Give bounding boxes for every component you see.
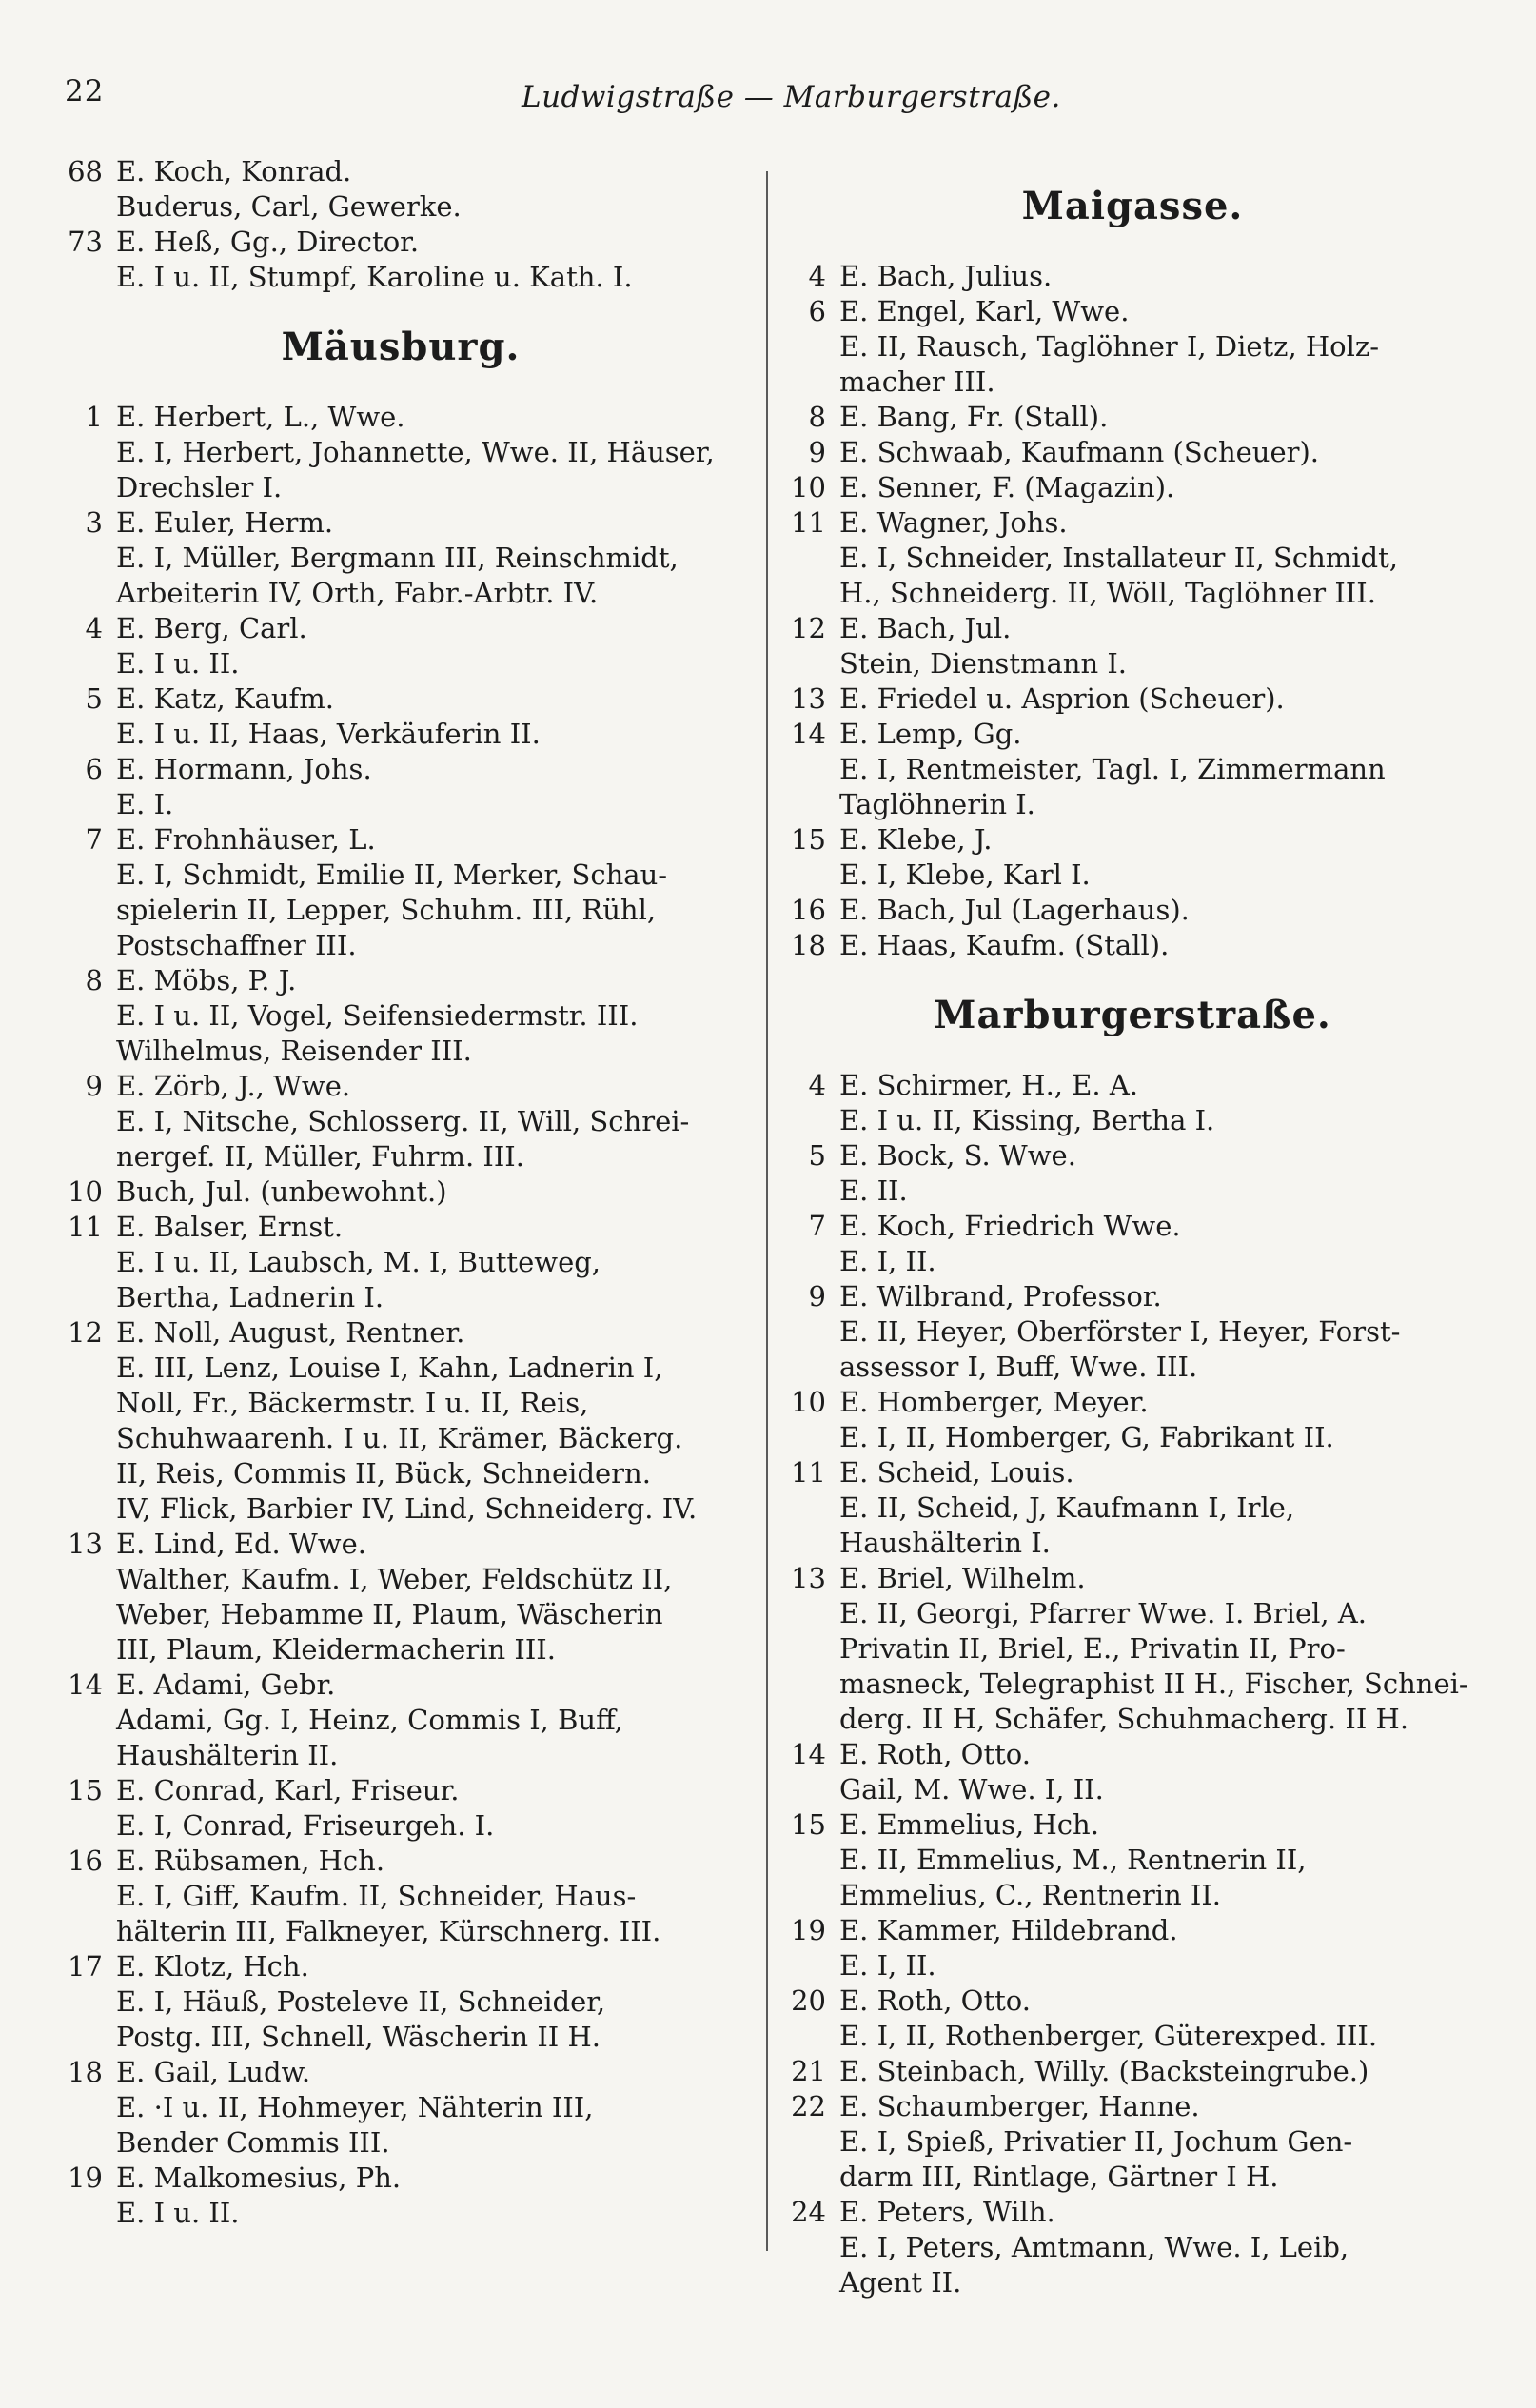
entry-text: E. Balser, Ernst. (116, 1211, 344, 1243)
directory-entry-line (57, 1773, 744, 1808)
directory-entry-line (57, 1491, 744, 1527)
house-number: 17 (68, 1950, 103, 1983)
entry-text: E. Bach, Jul (Lagerhaus). (839, 894, 1190, 926)
entry-text: E. Schaumberger, Hanne. (839, 2090, 1200, 2122)
entry-text: hälterin III, Falkneyer, Kürschnerg. III. (116, 1915, 661, 1947)
directory-entry-line (57, 470, 744, 505)
entry-text: E. Lind, Ed. Wwe. (116, 1528, 366, 1560)
entry-text: nergef. II, Müller, Fuhrm. III. (116, 1140, 524, 1173)
house-number: 8 (85, 964, 103, 997)
directory-entry-line (57, 928, 744, 963)
directory-entry-line (57, 1351, 744, 1386)
entry-text: E. Koch, Konrad. (116, 155, 352, 188)
entry-text: E. Briel, Wilhelm. (839, 1562, 1086, 1594)
directory-entry-line (780, 435, 1485, 470)
entry-text: E. I, Schneider, Installateur II, Schmidt, (839, 542, 1398, 574)
directory-entry-line (57, 1738, 744, 1773)
entry-text: E. Hormann, Johs. (116, 753, 372, 785)
entry-text: Gail, M. Wwe. I, II. (839, 1773, 1104, 1806)
directory-entry-line (57, 189, 744, 225)
house-number: 12 (791, 612, 826, 644)
directory-entry-line (57, 998, 744, 1034)
house-number: 68 (68, 155, 103, 188)
directory-entry-line (780, 717, 1485, 752)
entry-text: Buderus, Carl, Gewerke. (116, 190, 462, 223)
directory-entry-line (780, 1279, 1485, 1314)
directory-entry-line (57, 1280, 744, 1315)
entry-text: E. I, Häuß, Posteleve II, Schneider, (116, 1985, 606, 2018)
directory-entry-line (780, 1913, 1485, 1948)
entry-text: E. Peters, Wilh. (839, 2196, 1055, 2228)
directory-entry-line (57, 1034, 744, 1069)
entry-text: E. Zörb, J., Wwe. (116, 1070, 351, 1102)
directory-entry-line (57, 400, 744, 435)
entry-text: E. Herbert, L., Wwe. (116, 401, 405, 433)
directory-entry-line (780, 646, 1485, 681)
directory-entry-line (780, 893, 1485, 928)
directory-entry-line (780, 1948, 1485, 1984)
running-head: Ludwigstraße — Marburgerstraße. (522, 80, 1061, 114)
entry-text: assessor I, Buff, Wwe. III. (839, 1351, 1198, 1383)
entry-text: Emmelius, C., Rentnerin II. (839, 1879, 1222, 1911)
directory-entry-line (780, 1385, 1485, 1420)
directory-entry-line (57, 541, 744, 576)
directory-entry-line (780, 470, 1485, 505)
directory-entry-line (57, 2055, 744, 2090)
house-number: 11 (791, 506, 826, 539)
entry-text: E. Rübsamen, Hch. (116, 1845, 385, 1877)
entry-text: E. Lemp, Gg. (839, 718, 1022, 750)
house-number: 5 (85, 682, 103, 715)
entry-text: E. Steinbach, Willy. (Backsteingrube.) (839, 2055, 1369, 2087)
directory-entry-line (780, 1455, 1485, 1490)
house-number: 14 (791, 718, 826, 750)
directory-entry-line (780, 1772, 1485, 1807)
page-number: 22 (65, 74, 105, 109)
directory-entry-line (780, 1103, 1485, 1138)
directory-entry-line (780, 1984, 1485, 2019)
directory-entry-line (57, 1597, 744, 1632)
house-number: 13 (791, 1562, 826, 1594)
house-number: 18 (68, 2056, 103, 2088)
directory-entry-line (780, 576, 1485, 611)
entry-text: E. I, II, Homberger, G, Fabrikant II. (839, 1421, 1334, 1453)
entry-text: II, Reis, Commis II, Bück, Schneidern. (116, 1457, 651, 1490)
entry-text: E. I. (116, 788, 174, 820)
entry-text: E. I, Conrad, Friseurgeh. I. (116, 1809, 495, 1842)
directory-entry-line (57, 963, 744, 998)
entry-text: E. I, Peters, Amtmann, Wwe. I, Leib, (839, 2231, 1349, 2263)
entry-text: E. II, Emmelius, M., Rentnerin II, (839, 1844, 1307, 1876)
entry-text: Stein, Dienstmann I. (839, 647, 1128, 680)
directory-entry-line (780, 365, 1485, 400)
section-heading: Mäusburg. (281, 325, 521, 369)
directory-entry-line (780, 294, 1485, 329)
directory-entry-line (57, 2161, 744, 2196)
entry-text: IV, Flick, Barbier IV, Lind, Schneiderg. IV. (116, 1492, 698, 1525)
entry-text: spielerin II, Lepper, Schuhm. III, Rühl, (116, 894, 657, 926)
directory-entry-line (780, 1068, 1485, 1103)
entry-text: E. I, Rentmeister, Tagl. I, Zimmermann (839, 753, 1386, 785)
entry-text: E. I u. II. (116, 647, 240, 680)
house-number: 73 (68, 226, 103, 258)
entry-text: E. Adami, Gebr. (116, 1668, 336, 1701)
entry-text: E. I, II, Rothenberger, Güterexped. III. (839, 2020, 1378, 2052)
house-number: 19 (791, 1914, 826, 1946)
directory-entry-line (780, 1561, 1485, 1596)
house-number: 11 (791, 1456, 826, 1489)
directory-entry-line (57, 646, 744, 681)
entry-text: Bender Commis III. (116, 2126, 390, 2159)
entry-text: E. II. (839, 1174, 908, 1207)
directory-entry-line (780, 787, 1485, 822)
house-number: 3 (85, 506, 103, 539)
column-rule (766, 171, 768, 2251)
entry-text: macher III. (839, 365, 995, 398)
directory-entry-line (780, 1807, 1485, 1843)
directory-entry-line (780, 1244, 1485, 1279)
entry-text: E. Conrad, Karl, Friseur. (116, 1774, 460, 1806)
directory-entry-line (780, 1737, 1485, 1772)
entry-text: Agent II. (839, 2266, 962, 2299)
entry-text: E. I u. II, Stumpf, Karoline u. Kath. I. (116, 261, 633, 293)
directory-entry-line (57, 1421, 744, 1456)
directory-entry-line (780, 1878, 1485, 1913)
directory-entry-line (780, 259, 1485, 294)
directory-entry-line (57, 1069, 744, 1104)
directory-entry-line (780, 1702, 1485, 1737)
directory-entry-line (57, 1315, 744, 1351)
directory-entry-line (780, 1490, 1485, 1526)
entry-text: E. Bach, Jul. (839, 612, 1012, 644)
entry-text: Wilhelmus, Reisender III. (116, 1035, 472, 1067)
directory-entry-line (780, 541, 1485, 576)
directory-entry-line (57, 1139, 744, 1174)
entry-text: E. I, Nitsche, Schlosserg. II, Will, Schrei- (116, 1105, 690, 1137)
entry-text: Schuhwaarenh. I u. II, Krämer, Bäckerg. (116, 1422, 683, 1454)
directory-entry-line (780, 2195, 1485, 2230)
directory-entry-line (780, 1314, 1485, 1350)
house-number: 14 (791, 1738, 826, 1770)
house-number: 4 (808, 1069, 826, 1101)
directory-entry-line (57, 260, 744, 295)
entry-text: E. Koch, Friedrich Wwe. (839, 1210, 1181, 1242)
entry-text: E. Senner, F. (Magazin). (839, 471, 1175, 503)
house-number: 7 (85, 823, 103, 856)
house-number: 13 (68, 1528, 103, 1560)
directory-entry-line (780, 1350, 1485, 1385)
house-number: 20 (791, 1984, 826, 2017)
directory-entry-line (780, 681, 1485, 717)
directory-entry-line (57, 1245, 744, 1280)
directory-entry-line (57, 822, 744, 858)
entry-text: E. I, Klebe, Karl I. (839, 859, 1091, 891)
directory-entry-line (57, 1632, 744, 1668)
directory-entry-line (780, 2265, 1485, 2300)
directory-entry-line (57, 2020, 744, 2055)
entry-text: E. I u. II, Vogel, Seifensiedermstr. III. (116, 999, 639, 1032)
directory-entry-line (57, 1104, 744, 1139)
directory-entry-line (57, 858, 744, 893)
entry-text: Haushälterin I. (839, 1527, 1051, 1559)
directory-entry-line (57, 1879, 744, 1914)
directory-entry-line (780, 2089, 1485, 2124)
directory-entry-line (57, 2196, 744, 2231)
entry-text: E. II, Heyer, Oberförster I, Heyer, Forst- (839, 1315, 1401, 1348)
directory-entry-line (57, 435, 744, 470)
entry-text: E. Euler, Herm. (116, 506, 334, 539)
house-number: 19 (68, 2161, 103, 2194)
entry-text: E. Friedel u. Asprion (Scheuer). (839, 682, 1285, 715)
directory-entry-line (780, 329, 1485, 365)
entry-text: E. ·I u. II, Hohmeyer, Nähterin III, (116, 2091, 594, 2123)
directory-entry-line (780, 928, 1485, 963)
directory-entry-line (780, 2124, 1485, 2160)
directory-entry-line (780, 1174, 1485, 1209)
entry-text: Taglöhnerin I. (839, 788, 1035, 820)
directory-entry-line (780, 1138, 1485, 1174)
right-column (780, 154, 1485, 2300)
entry-text: E. Frohnhäuser, L. (116, 823, 376, 856)
directory-entry-line (57, 1210, 744, 1245)
entry-text: E. Engel, Karl, Wwe. (839, 295, 1130, 327)
house-number: 8 (808, 401, 826, 433)
directory-entry-line (57, 2090, 744, 2125)
directory-entry-line (57, 1949, 744, 1984)
entry-text: E. Katz, Kaufm. (116, 682, 335, 715)
house-number: 10 (68, 1175, 103, 1208)
house-number: 14 (68, 1668, 103, 1701)
house-number: 15 (68, 1774, 103, 1806)
entry-text: E. Möbs, P. J. (116, 964, 297, 997)
directory-entry-line (57, 154, 744, 189)
house-number: 24 (791, 2196, 826, 2228)
entry-text: E. Klotz, Hch. (116, 1950, 309, 1983)
directory-entry-line (57, 1703, 744, 1738)
entry-text: Privatin II, Briel, E., Privatin II, Pro- (839, 1632, 1346, 1665)
entry-text: E. Heß, Gg., Director. (116, 226, 420, 258)
entry-text: E. II, Scheid, J, Kaufmann I, Irle, (839, 1491, 1295, 1524)
directory-entry-line (57, 2125, 744, 2161)
entry-text: E. Emmelius, Hch. (839, 1808, 1099, 1841)
house-number: 16 (68, 1845, 103, 1877)
directory-entry-line (780, 2054, 1485, 2089)
entry-text: E. I, Giff, Kaufm. II, Schneider, Haus- (116, 1880, 637, 1912)
entry-text: Postschaffner III. (116, 929, 357, 961)
section-heading: Marburgerstraße. (934, 993, 1331, 1037)
entry-text: Arbeiterin IV, Orth, Fabr.-Arbtr. IV. (116, 577, 599, 609)
directory-entry-line (57, 1386, 744, 1421)
house-number: 4 (808, 260, 826, 292)
directory-entry-line (57, 1844, 744, 1879)
entry-text: E. Wagner, Johs. (839, 506, 1068, 539)
directory-entry-line (57, 1914, 744, 1949)
house-number: 11 (68, 1211, 103, 1243)
entry-text: E. Gail, Ludw. (116, 2056, 311, 2088)
entry-text: E. Roth, Otto. (839, 1738, 1031, 1770)
house-number: 15 (791, 823, 826, 856)
house-number: 13 (791, 682, 826, 715)
directory-entry-line (57, 752, 744, 787)
directory-entry-line (780, 611, 1485, 646)
house-number: 15 (791, 1808, 826, 1841)
directory-entry-line (57, 611, 744, 646)
house-number: 5 (808, 1139, 826, 1172)
entry-text: E. I, Herbert, Johannette, Wwe. II, Häuser, (116, 436, 715, 468)
directory-entry-line (57, 1808, 744, 1844)
entry-text: E. Schwaab, Kaufmann (Scheuer). (839, 436, 1320, 468)
house-number: 22 (791, 2090, 826, 2122)
entry-text: E. Scheid, Louis. (839, 1456, 1074, 1489)
entry-text: E. Schirmer, H., E. A. (839, 1069, 1139, 1101)
house-number: 10 (791, 1386, 826, 1418)
entry-text: Walther, Kaufm. I, Weber, Feldschütz II, (116, 1563, 673, 1595)
entry-text: darm III, Rintlage, Gärtner I H. (839, 2161, 1279, 2193)
entry-text: Haushälterin II. (116, 1739, 339, 1771)
entry-text: E. Homberger, Meyer. (839, 1386, 1149, 1418)
directory-entry-line (780, 400, 1485, 435)
directory-entry-line (57, 681, 744, 717)
house-number: 12 (68, 1316, 103, 1349)
entry-text: E. Kammer, Hildebrand. (839, 1914, 1178, 1946)
house-number: 9 (808, 436, 826, 468)
directory-entry-line (780, 1526, 1485, 1561)
directory-entry-line (780, 2230, 1485, 2265)
directory-entry-line (57, 225, 744, 260)
entry-text: E. Berg, Carl. (116, 612, 307, 644)
entry-text: E. I u. II, Laubsch, M. I, Butteweg, (116, 1246, 601, 1278)
directory-entry-line (780, 1667, 1485, 1702)
entry-text: Noll, Fr., Bäckermstr. I u. II, Reis, (116, 1387, 589, 1419)
directory-entry-line (780, 1596, 1485, 1631)
directory-entry-line (780, 752, 1485, 787)
house-number: 6 (85, 753, 103, 785)
directory-entry-line (780, 1420, 1485, 1455)
directory-entry-line (780, 1631, 1485, 1667)
directory-entry-line (57, 505, 744, 541)
entry-text: Drechsler I. (116, 471, 283, 503)
entry-text: E. I u. II, Haas, Verkäuferin II. (116, 718, 541, 750)
directory-entry-line (57, 893, 744, 928)
directory-entry-line (780, 822, 1485, 858)
entry-text: E. II, Rausch, Taglöhner I, Dietz, Holz- (839, 330, 1379, 363)
entry-text: E. I u. II. (116, 2197, 240, 2229)
directory-entry-line (780, 505, 1485, 541)
entry-text: Bertha, Ladnerin I. (116, 1281, 384, 1313)
entry-text: E. Bang, Fr. (Stall). (839, 401, 1109, 433)
house-number: 18 (791, 929, 826, 961)
entry-text: E. Noll, August, Rentner. (116, 1316, 465, 1349)
house-number: 6 (808, 295, 826, 327)
entry-text: Weber, Hebamme II, Plaum, Wäscherin (116, 1598, 663, 1630)
house-number: 9 (85, 1070, 103, 1102)
entry-text: E. Klebe, J. (839, 823, 993, 856)
entry-text: E. I, Schmidt, Emilie II, Merker, Schau- (116, 859, 668, 891)
directory-entry-line (57, 787, 744, 822)
directory-entry-line (57, 1984, 744, 2020)
entry-text: E. I, Spieß, Privatier II, Jochum Gen- (839, 2125, 1353, 2158)
entry-text: E. II, Georgi, Pfarrer Wwe. I. Briel, A. (839, 1597, 1367, 1629)
house-number: 7 (808, 1210, 826, 1242)
entry-text: H., Schneiderg. II, Wöll, Taglöhner III. (839, 577, 1376, 609)
entry-text: E. I, Müller, Bergmann III, Reinschmidt, (116, 542, 679, 574)
entry-text: E. III, Lenz, Louise I, Kahn, Ladnerin I, (116, 1352, 663, 1384)
entry-text: E. Bock, S. Wwe. (839, 1139, 1076, 1172)
section-heading: Maigasse. (1021, 184, 1244, 228)
entry-text: Buch, Jul. (unbewohnt.) (116, 1175, 447, 1208)
directory-entry-line (57, 717, 744, 752)
house-number: 1 (85, 401, 103, 433)
directory-entry-line (57, 1562, 744, 1597)
entry-text: E. I, II. (839, 1949, 936, 1982)
directory-entry-line (57, 576, 744, 611)
directory-entry-line (780, 2160, 1485, 2195)
left-column (57, 154, 744, 2231)
entry-text: III, Plaum, Kleidermacherin III. (116, 1633, 556, 1666)
entry-text: derg. II H, Schäfer, Schuhmacherg. II H. (839, 1703, 1409, 1735)
directory-entry-line (780, 1209, 1485, 1244)
directory-entry-line (780, 858, 1485, 893)
directory-entry-line (57, 1527, 744, 1562)
entry-text: Adami, Gg. I, Heinz, Commis I, Buff, (116, 1704, 623, 1736)
entry-text: E. Bach, Julius. (839, 260, 1053, 292)
house-number: 9 (808, 1280, 826, 1313)
entry-text: E. Wilbrand, Professor. (839, 1280, 1162, 1313)
house-number: 10 (791, 471, 826, 503)
entry-text: E. I, II. (839, 1245, 936, 1277)
directory-entry-line (780, 2019, 1485, 2054)
house-number: 16 (791, 894, 826, 926)
directory-entry-line (57, 1668, 744, 1703)
entry-text: Postg. III, Schnell, Wäscherin II H. (116, 2021, 601, 2053)
entry-text: masneck, Telegraphist II H., Fischer, Schnei- (839, 1668, 1468, 1700)
house-number: 21 (791, 2055, 826, 2087)
directory-entry-line (57, 1456, 744, 1491)
directory-entry-line (780, 1843, 1485, 1878)
entry-text: E. I u. II, Kissing, Bertha I. (839, 1104, 1215, 1136)
entry-text: E. Malkomesius, Ph. (116, 2161, 402, 2194)
entry-text: E. Haas, Kaufm. (Stall). (839, 929, 1170, 961)
house-number: 4 (85, 612, 103, 644)
directory-entry-line (57, 1174, 744, 1210)
entry-text: E. Roth, Otto. (839, 1984, 1031, 2017)
